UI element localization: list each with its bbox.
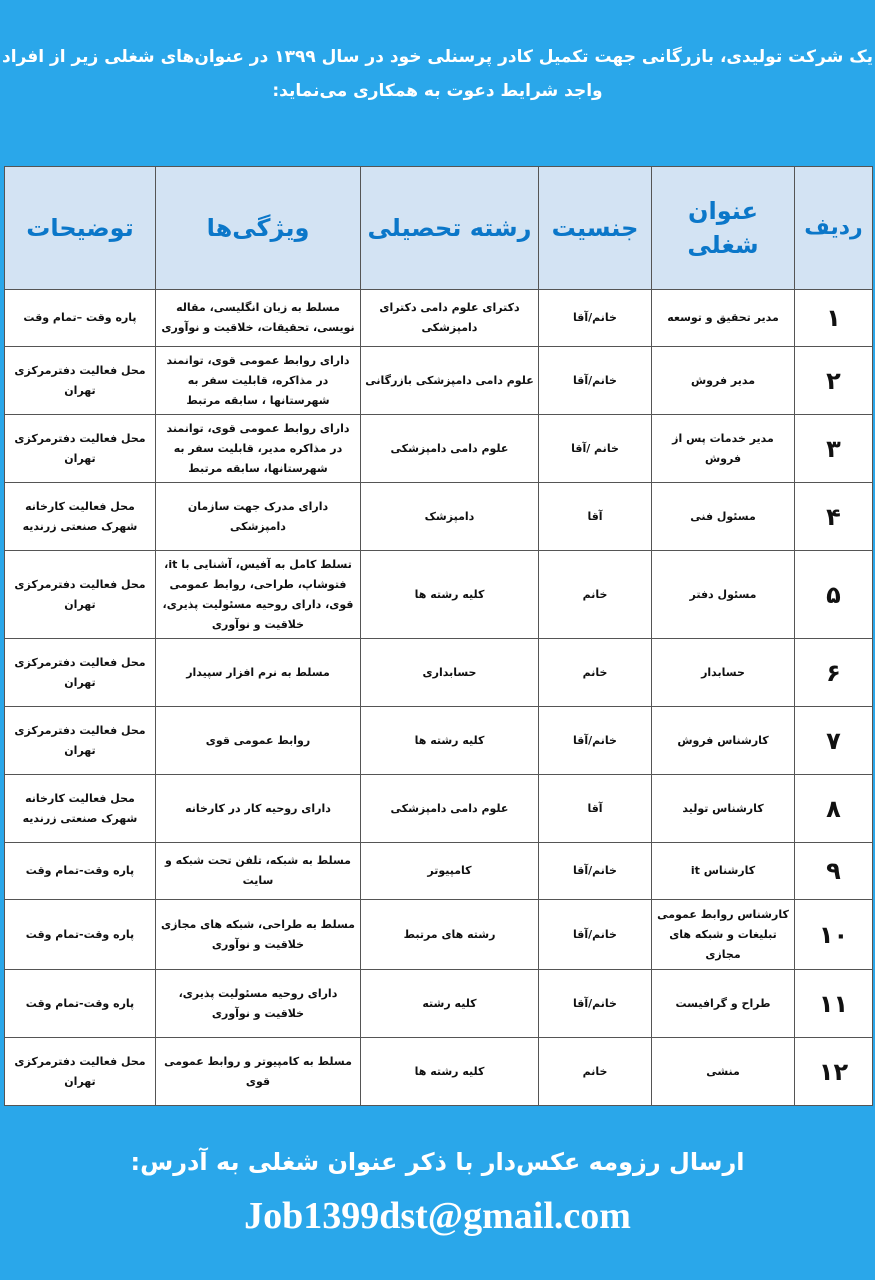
cell-row-number: ۱۲	[795, 1038, 873, 1106]
cell-notes: محل فعالیت کارخانه شهرک صنعتی زرندیه	[5, 775, 156, 843]
cell-features: دارای روابط عمومی قوی، توانمند در مذاکره مدیر، قابلیت سفر به شهرستانها، سابقه مرتبط	[156, 415, 361, 483]
cell-features: دارای روابط عمومی قوی، توانمند در مذاکره، قابلیت سفر به شهرستانها ، سابقه مرتبط	[156, 347, 361, 415]
footer-email[interactable]: Job1399dst@gmail.com	[244, 1195, 631, 1237]
cell-gender: خانم /آقا	[539, 415, 652, 483]
cell-row-number: ۵	[795, 551, 873, 639]
cell-field-of-study: علوم دامی دامپزشکی بازرگانی	[361, 347, 539, 415]
header-field-of-study: رشته تحصیلی	[361, 167, 539, 290]
cell-row-number: ۸	[795, 775, 873, 843]
cell-notes: محل فعالیت کارخانه شهرک صنعتی زرندیه	[5, 483, 156, 551]
cell-gender: آقا	[539, 483, 652, 551]
cell-features: مسلط به زبان انگلیسی، مقاله نویسی، تحقیقات، خلاقیت و نوآوری	[156, 290, 361, 347]
cell-features: مسلط به طراحی، شبکه های مجازی خلاقیت و نوآوری	[156, 900, 361, 970]
cell-gender: خانم/آقا	[539, 707, 652, 775]
cell-field-of-study: کامپیوتر	[361, 843, 539, 900]
cell-field-of-study: دامپزشک	[361, 483, 539, 551]
cell-job-title: کارشناس فروش	[652, 707, 795, 775]
cell-gender: خانم	[539, 639, 652, 707]
cell-row-number: ۹	[795, 843, 873, 900]
cell-field-of-study: علوم دامی دامپزشکی	[361, 775, 539, 843]
table-row	[5, 347, 873, 415]
header-gender: جنسیت	[539, 167, 652, 290]
cell-job-title: کارشناس it	[652, 843, 795, 900]
cell-job-title: مسئول دفتر	[652, 551, 795, 639]
cell-job-title: طراح و گرافیست	[652, 970, 795, 1038]
cell-field-of-study: حسابداری	[361, 639, 539, 707]
cell-features: دارای روحیه مسئولیت پذیری، خلاقیت و نوآوری	[156, 970, 361, 1038]
table-row	[5, 843, 873, 900]
cell-notes: محل فعالیت دفترمرکزی تهران	[5, 347, 156, 415]
cell-notes: محل فعالیت دفترمرکزی تهران	[5, 707, 156, 775]
footer	[0, 1140, 875, 1280]
table-row	[5, 707, 873, 775]
cell-job-title: کارشناس روابط عمومی تبلیغات و شبکه های مجازی	[652, 900, 795, 970]
cell-row-number: ۲	[795, 347, 873, 415]
cell-job-title: کارشناس تولید	[652, 775, 795, 843]
cell-field-of-study: کلیه رشته ها	[361, 1038, 539, 1106]
table-row	[5, 900, 873, 970]
footer-instruction: ارسال رزومه عکس‌دار با ذکر عنوان شغلی به آدرس:	[130, 1148, 745, 1176]
cell-field-of-study: رشته های مرتبط	[361, 900, 539, 970]
cell-field-of-study: کلیه رشته ها	[361, 707, 539, 775]
cell-notes: پاره وقت –تمام وقت	[5, 290, 156, 347]
table-body	[5, 290, 873, 1106]
cell-row-number: ۳	[795, 415, 873, 483]
announcement-line-2: واجد شرایط دعوت به همکاری می‌نماید:	[272, 81, 603, 101]
jobs-table	[4, 166, 873, 1106]
cell-features: دارای روحیه کار در کارخانه	[156, 775, 361, 843]
header-notes: توضیحات	[5, 167, 156, 290]
header-job-title: عنوان شغلی	[652, 167, 795, 290]
table-row	[5, 551, 873, 639]
cell-notes: پاره وقت-تمام وقت	[5, 900, 156, 970]
table-row	[5, 483, 873, 551]
cell-gender: خانم/آقا	[539, 970, 652, 1038]
header-row-number: ردیف	[795, 167, 873, 290]
cell-job-title: مسئول فنی	[652, 483, 795, 551]
table-row	[5, 775, 873, 843]
cell-features: مسلط به نرم افزار سپیدار	[156, 639, 361, 707]
cell-row-number: ۷	[795, 707, 873, 775]
cell-job-title: حسابدار	[652, 639, 795, 707]
cell-notes: پاره وقت-تمام وقت	[5, 843, 156, 900]
cell-row-number: ۴	[795, 483, 873, 551]
table-row	[5, 415, 873, 483]
header-features: ویژگی‌ها	[156, 167, 361, 290]
table-row	[5, 290, 873, 347]
cell-features: دارای مدرک جهت سازمان دامپزشکی	[156, 483, 361, 551]
cell-gender: خانم	[539, 1038, 652, 1106]
cell-gender: خانم	[539, 551, 652, 639]
cell-notes: محل فعالیت دفترمرکزی تهران	[5, 551, 156, 639]
cell-gender: آقا	[539, 775, 652, 843]
announcement-line-1: یک شرکت تولیدی، بازرگانی جهت تکمیل کادر پرسنلی خود در سال ۱۳۹۹ در عنوان‌های شغلی زیر از افراد	[2, 47, 873, 67]
cell-notes: محل فعالیت دفترمرکزی تهران	[5, 639, 156, 707]
cell-gender: خانم/آقا	[539, 290, 652, 347]
table-row	[5, 639, 873, 707]
cell-gender: خانم/آقا	[539, 843, 652, 900]
cell-row-number: ۱	[795, 290, 873, 347]
cell-job-title: مدیر تحقیق و توسعه	[652, 290, 795, 347]
cell-gender: خانم/آقا	[539, 347, 652, 415]
cell-field-of-study: کلیه رشته ها	[361, 551, 539, 639]
cell-features: روابط عمومی قوی	[156, 707, 361, 775]
announcement-header	[0, 40, 875, 120]
cell-row-number: ۶	[795, 639, 873, 707]
cell-job-title: مدیر فروش	[652, 347, 795, 415]
cell-notes: پاره وقت-تمام وقت	[5, 970, 156, 1038]
table-header-row	[5, 167, 873, 290]
table-row	[5, 1038, 873, 1106]
cell-features: مسلط به کامپیوتر و روابط عمومی قوی	[156, 1038, 361, 1106]
cell-features: مسلط به شبکه، تلفن تحت شبکه و سایت	[156, 843, 361, 900]
cell-job-title: مدیر خدمات پس از فروش	[652, 415, 795, 483]
jobs-table-container	[4, 166, 872, 1106]
cell-job-title: منشی	[652, 1038, 795, 1106]
cell-gender: خانم/آقا	[539, 900, 652, 970]
cell-row-number: ۱۱	[795, 970, 873, 1038]
cell-field-of-study: دکترای علوم دامی دکترای دامپزشکی	[361, 290, 539, 347]
cell-field-of-study: کلیه رشته	[361, 970, 539, 1038]
cell-features: تسلط کامل به آفیس، آشنایی با it، فتوشاپ، طراحی، روابط عمومی قوی، دارای روحیه مسئولیت پذیری، خلاقیت و نوآوری	[156, 551, 361, 639]
cell-notes: محل فعالیت دفترمرکزی تهران	[5, 415, 156, 483]
cell-field-of-study: علوم دامی دامپزشکی	[361, 415, 539, 483]
cell-row-number: ۱۰	[795, 900, 873, 970]
cell-notes: محل فعالیت دفترمرکزی تهران	[5, 1038, 156, 1106]
table-row	[5, 970, 873, 1038]
